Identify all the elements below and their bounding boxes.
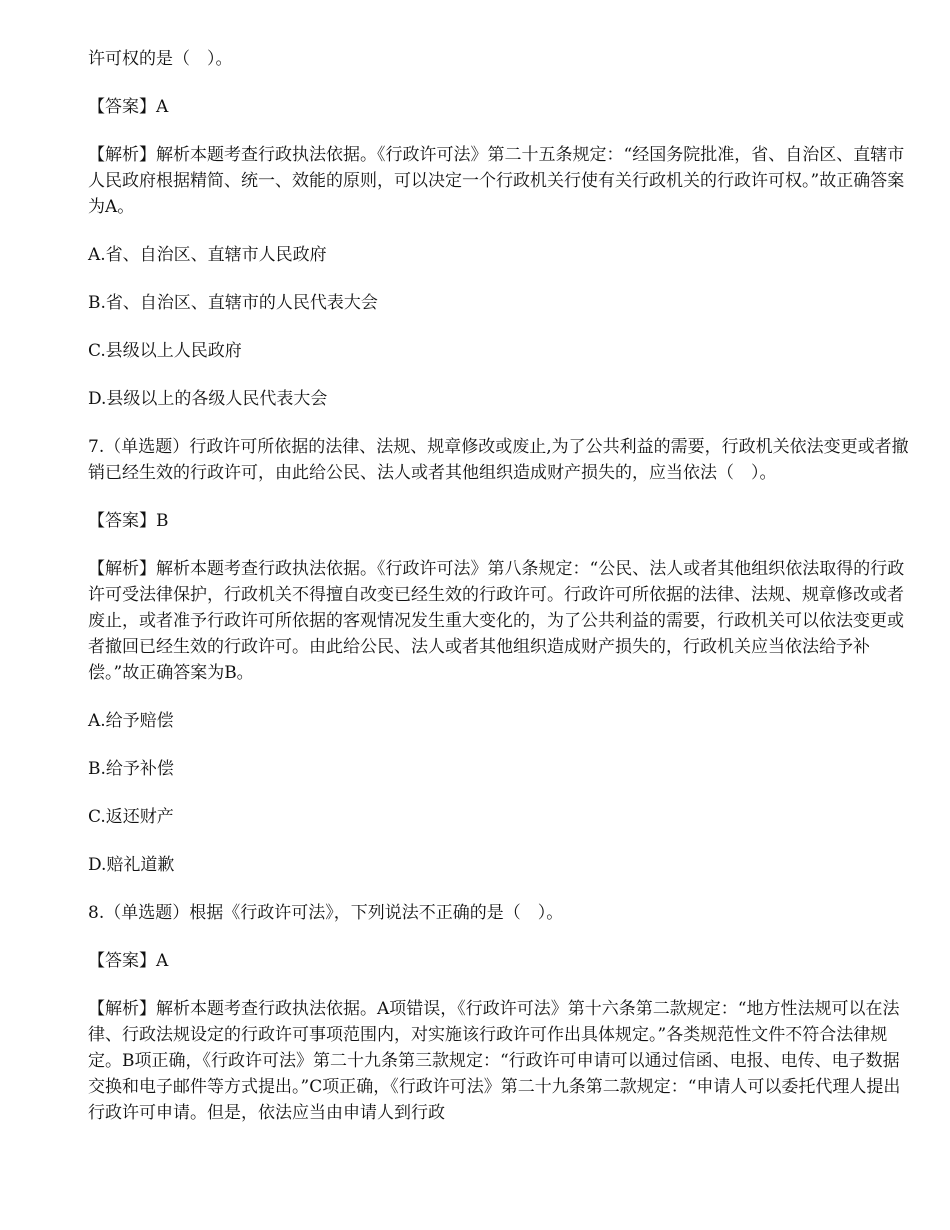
question-6-option-b: B.省、自治区、直辖市的人民代表大会 xyxy=(88,293,378,313)
question-8-answer: 【答案】A xyxy=(88,951,169,971)
question-7-option-c: C.返还财产 xyxy=(88,807,174,827)
question-6-option-a: A.省、自治区、直辖市人民政府 xyxy=(88,245,327,265)
question-7-option-d: D.赔礼道歉 xyxy=(88,855,175,875)
question-6-analysis: 【解析】解析本题考查行政执法依据。《行政许可法》第二十五条规定：“经国务院批准，省、自治区、直辖市人民政府根据精简、统一、效能的原则，可以决定一个行政机关行使有关行政机关的行政许可权。”故正确答案为A。 xyxy=(88,145,905,217)
question-7-option-a: A.给予赔偿 xyxy=(88,711,174,731)
question-7-option-b: B.给予补偿 xyxy=(88,759,174,779)
question-7-stem: 7.（单选题）行政许可所依据的法律、法规、规章修改或废止,为了公共利益的需要，行政机关依法变更或者撤销已经生效的行政许可，由此给公民、法人或者其他组织造成财产损失的，应当依法（ ）。 xyxy=(88,437,909,483)
question-6-option-c: C.县级以上人民政府 xyxy=(88,341,242,361)
question-6-answer: 【答案】A xyxy=(88,97,169,117)
question-8-stem: 8.（单选题）根据《行政许可法》，下列说法不正确的是（ ）。 xyxy=(88,903,564,923)
question-8-analysis: 【解析】解析本题考查行政执法依据。A项错误，《行政许可法》第十六条第二款规定：“地方性法规可以在法律、行政法规设定的行政许可事项范围内，对实施该行政许可作出具体规定。”各类规范性文件不符合法律规定。B项正确，《行政许可法》第二十九条第三款规定：“行政许可申请可以通过信函、电报、电传、电子数据交换和电子邮件等方式提出。”C项正确，《行政许可法》第二十九条第二款规定：“申请人可以委托代理人提出行政许可申请。但是，依法应当由申请人到行政 xyxy=(88,999,901,1123)
question-6-stem-tail: 许可权的是（ ）。 xyxy=(88,49,233,69)
question-7-analysis: 【解析】解析本题考查行政执法依据。《行政许可法》第八条规定：“公民、法人或者其他组织依法取得的行政许可受法律保护，行政机关不得擅自改变已经生效的行政许可。行政许可所依据的法律、法规、规章修改或者废止，或者准予行政许可所依据的客观情况发生重大变化的，为了公共利益的需要，行政机关可以依法变更或者撤回已经生效的行政许可。由此给公民、法人或者其他组织造成财产损失的，行政机关应当依法给予补偿。”故正确答案为B。 xyxy=(88,559,905,683)
question-7-answer: 【答案】B xyxy=(88,511,169,531)
question-6-option-d: D.县级以上的各级人民代表大会 xyxy=(88,389,328,409)
